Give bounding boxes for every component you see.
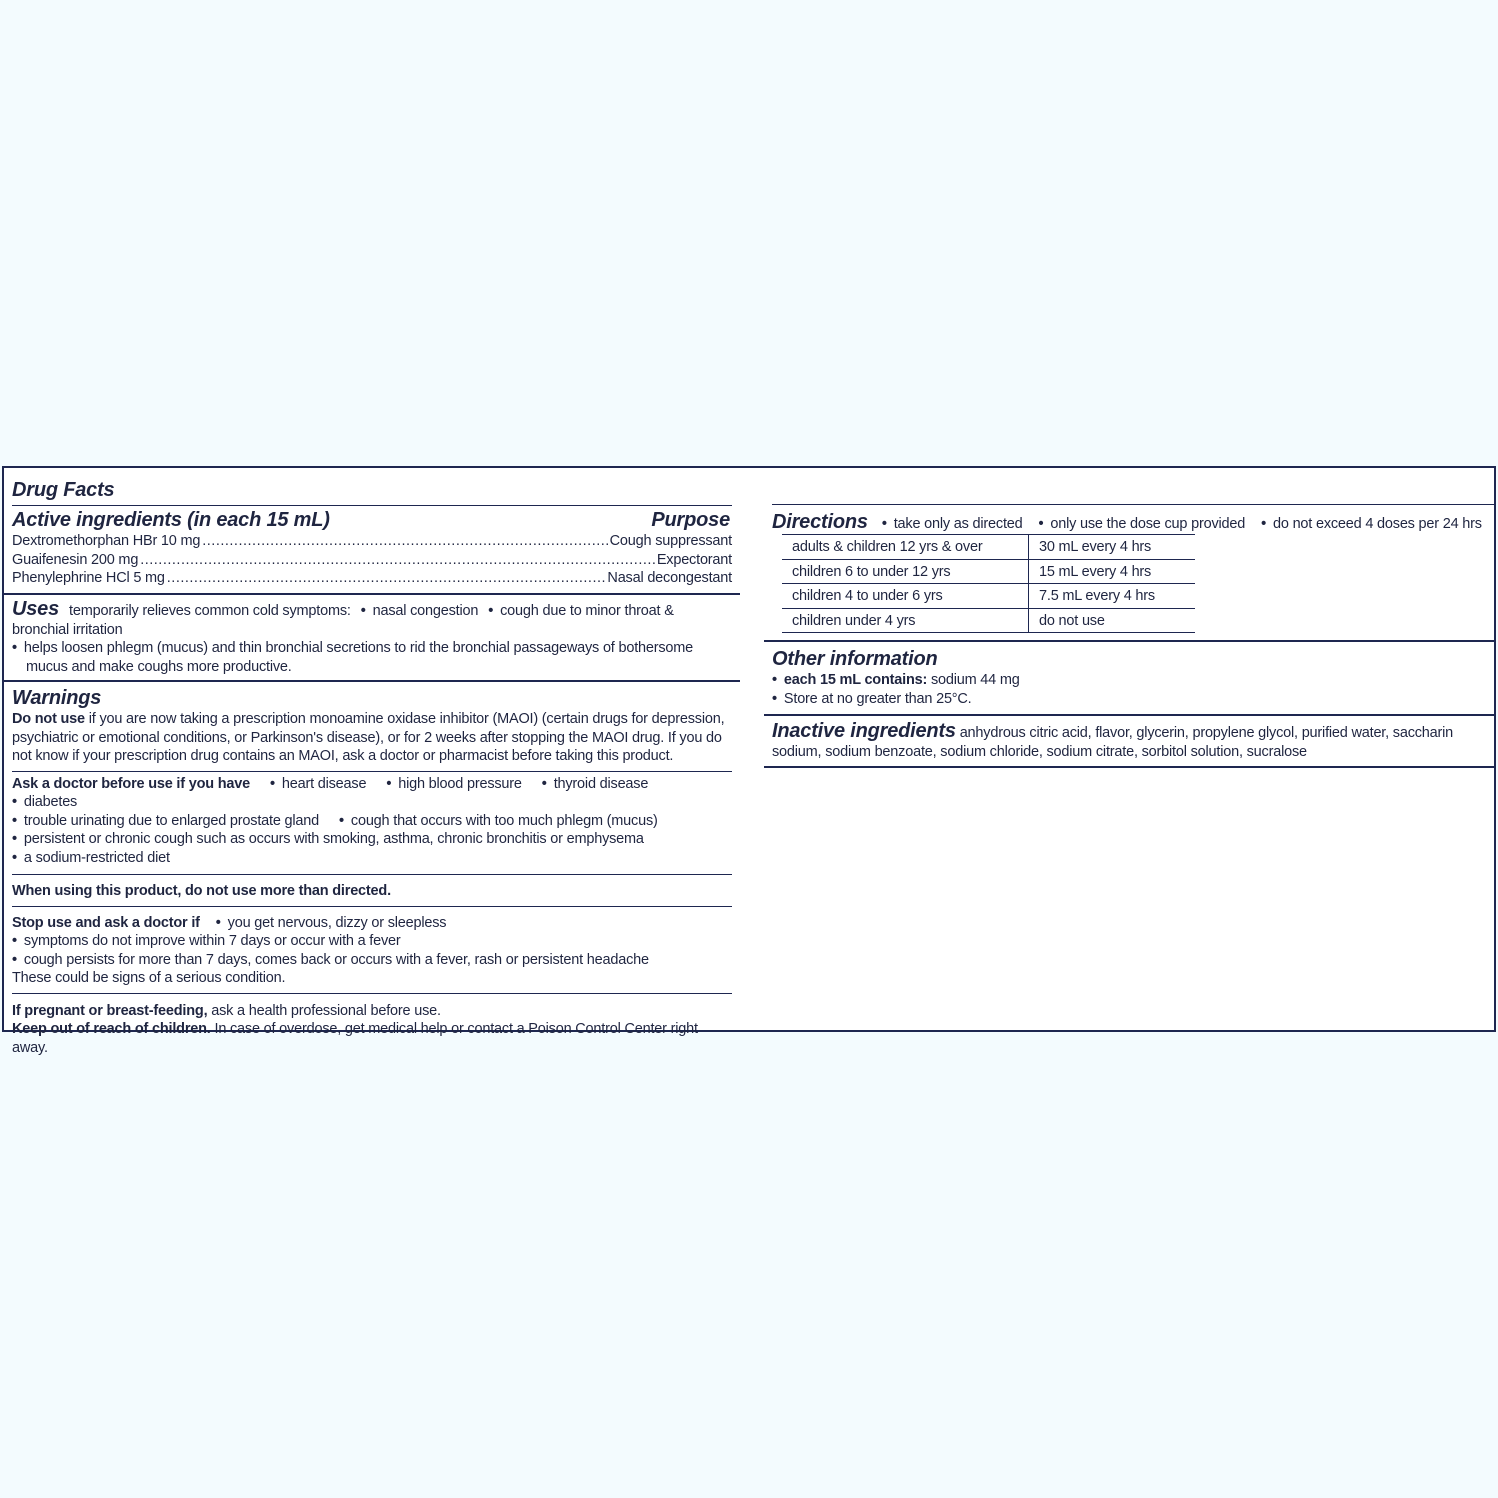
do-not-use-text: if you are now taking a prescription monoamine oxidase inhibitor (MAOI) (certain drugs for depression, psychiatric or emotional conditions, or Parkinson's disease), or for 2 weeks after stopping the MAOI drug. If you do not know if your prescription drug contains an MAOI, ask a doctor or pharmacist before taking this product. xyxy=(12,711,725,764)
other-information-section xyxy=(764,647,1496,708)
dose-cell: 7.5 mL every 4 hrs xyxy=(1029,584,1196,609)
ingredient-row xyxy=(12,551,732,570)
drug-facts-panel xyxy=(2,466,1496,1056)
uses-bullet: nasal congestion xyxy=(372,602,479,619)
ingredient-row xyxy=(12,569,732,588)
ingredient-row xyxy=(12,532,732,551)
ask-bullet: persistent or chronic cough such as occurs with smoking, asthma, chronic bronchitis or emphysema xyxy=(23,831,644,847)
ask-bullet: trouble urinating due to enlarged prostate gland xyxy=(23,812,320,829)
right-column xyxy=(764,504,1496,768)
active-ingredients-heading: Active ingredients (in each 15 mL) xyxy=(12,509,330,531)
age-cell: children under 4 yrs xyxy=(782,608,1029,633)
table-row xyxy=(782,559,1195,584)
warnings-heading: Warnings xyxy=(12,687,102,709)
divider xyxy=(772,504,1496,505)
dose-cell: do not use xyxy=(1029,608,1196,633)
table-row xyxy=(782,584,1195,609)
inactive-ingredients-heading: Inactive ingredients xyxy=(772,720,956,742)
stop-use-warning xyxy=(12,914,732,988)
ask-bullet: cough that occurs with too much phlegm (mucus) xyxy=(350,812,658,829)
stop-bullet: cough persists for more than 7 days, comes back or occurs with a fever, rash or persistent headache xyxy=(23,951,649,968)
pregnancy-warning xyxy=(12,1002,732,1021)
purpose-heading: Purpose xyxy=(651,509,730,531)
ask-bullet: thyroid disease xyxy=(553,775,649,792)
uses-intro: temporarily relieves common cold symptoms: xyxy=(69,602,351,619)
divider xyxy=(764,714,1496,716)
sodium-label: each 15 mL contains: xyxy=(783,672,928,688)
stop-use-label: Stop use and ask a doctor if xyxy=(12,914,200,931)
ingredient-purpose: Nasal decongestant xyxy=(607,570,732,586)
ingredient-name: Dextromethorphan HBr 10 mg xyxy=(12,533,201,549)
pregnancy-text: ask a health professional before use. xyxy=(211,1002,441,1019)
dosage-table xyxy=(782,534,1195,633)
keep-away-text: In case of overdose, get medical help or contact a Poison Control Center right away. xyxy=(12,1021,698,1056)
stop-bullet: symptoms do not improve within 7 days or occur with a fever xyxy=(23,933,401,949)
divider xyxy=(12,505,732,506)
when-using-text: When using this product, do not use more than directed. xyxy=(12,883,391,899)
do-not-use-label: Do not use xyxy=(12,711,85,727)
keep-away-warning xyxy=(12,1020,732,1057)
left-column xyxy=(12,476,732,1057)
directions-heading: Directions xyxy=(772,511,868,533)
keep-away-label: Keep out of reach of children. xyxy=(12,1021,211,1037)
drug-facts-title: Drug Facts xyxy=(12,479,115,501)
divider xyxy=(12,906,732,907)
active-ingredients-list xyxy=(12,532,732,588)
sodium-value: sodium 44 mg xyxy=(930,672,1020,688)
directions-bullet: do not exceed 4 doses per 24 hrs xyxy=(1273,516,1482,532)
storage-text: Store at no greater than 25°C. xyxy=(783,690,972,707)
divider xyxy=(12,993,732,994)
inactive-ingredients-section xyxy=(764,719,1496,762)
directions-section xyxy=(764,510,1496,534)
inactive-ingredients-text: anhydrous citric acid, flavor, glycerin, propylene glycol, purified water, saccharin sodium, sodium benzoate, sodium chloride, sodium citrate, sorbitol solution, sucralose xyxy=(772,725,1454,760)
stop-note: These could be signs of a serious condition. xyxy=(12,970,286,986)
ask-bullet: a sodium-restricted diet xyxy=(23,849,170,866)
table-row xyxy=(782,535,1195,560)
ask-bullet: high blood pressure xyxy=(398,775,522,792)
table-row xyxy=(782,608,1195,633)
divider xyxy=(764,766,1496,768)
uses-section xyxy=(12,597,732,677)
divider xyxy=(12,771,732,772)
ingredient-purpose: Cough suppressant xyxy=(609,533,732,549)
divider xyxy=(764,640,1496,642)
dose-cell: 30 mL every 4 hrs xyxy=(1029,535,1196,560)
do-not-use-warning xyxy=(12,710,732,766)
warnings-section xyxy=(12,686,732,1057)
ask-doctor-warning xyxy=(12,775,732,868)
ingredient-name: Phenylephrine HCl 5 mg xyxy=(12,570,165,586)
age-cell: children 6 to under 12 yrs xyxy=(782,559,1029,584)
ingredient-purpose: Expectorant xyxy=(656,551,732,568)
pregnancy-label: If pregnant or breast-feeding, xyxy=(12,1002,208,1019)
divider xyxy=(4,680,740,682)
active-ingredients-header xyxy=(12,508,732,532)
divider xyxy=(4,593,740,595)
uses-bullet: cough due to minor throat & bronchial irritation xyxy=(12,602,674,638)
age-cell: adults & children 12 yrs & over xyxy=(782,535,1029,560)
stop-bullet: you get nervous, dizzy or sleepless xyxy=(227,914,447,931)
divider xyxy=(12,874,732,875)
uses-heading: Uses xyxy=(12,597,60,620)
directions-bullet: only use the dose cup provided xyxy=(1050,516,1246,532)
directions-bullet: take only as directed xyxy=(893,516,1023,532)
other-information-heading: Other information xyxy=(772,648,938,670)
ingredient-name: Guaifenesin 200 mg xyxy=(12,551,139,568)
ask-doctor-label: Ask a doctor before use if you have xyxy=(12,775,250,792)
uses-bullet: helps loosen phlegm (mucus) and thin bronchial secretions to rid the bronchial passageways of bothersome mucus and make coughs more productive. xyxy=(23,640,694,675)
ask-bullet: heart disease xyxy=(281,775,367,792)
age-cell: children 4 to under 6 yrs xyxy=(782,584,1029,609)
when-using-warning xyxy=(12,882,732,901)
ask-bullet: diabetes xyxy=(23,794,78,810)
dose-cell: 15 mL every 4 hrs xyxy=(1029,559,1196,584)
